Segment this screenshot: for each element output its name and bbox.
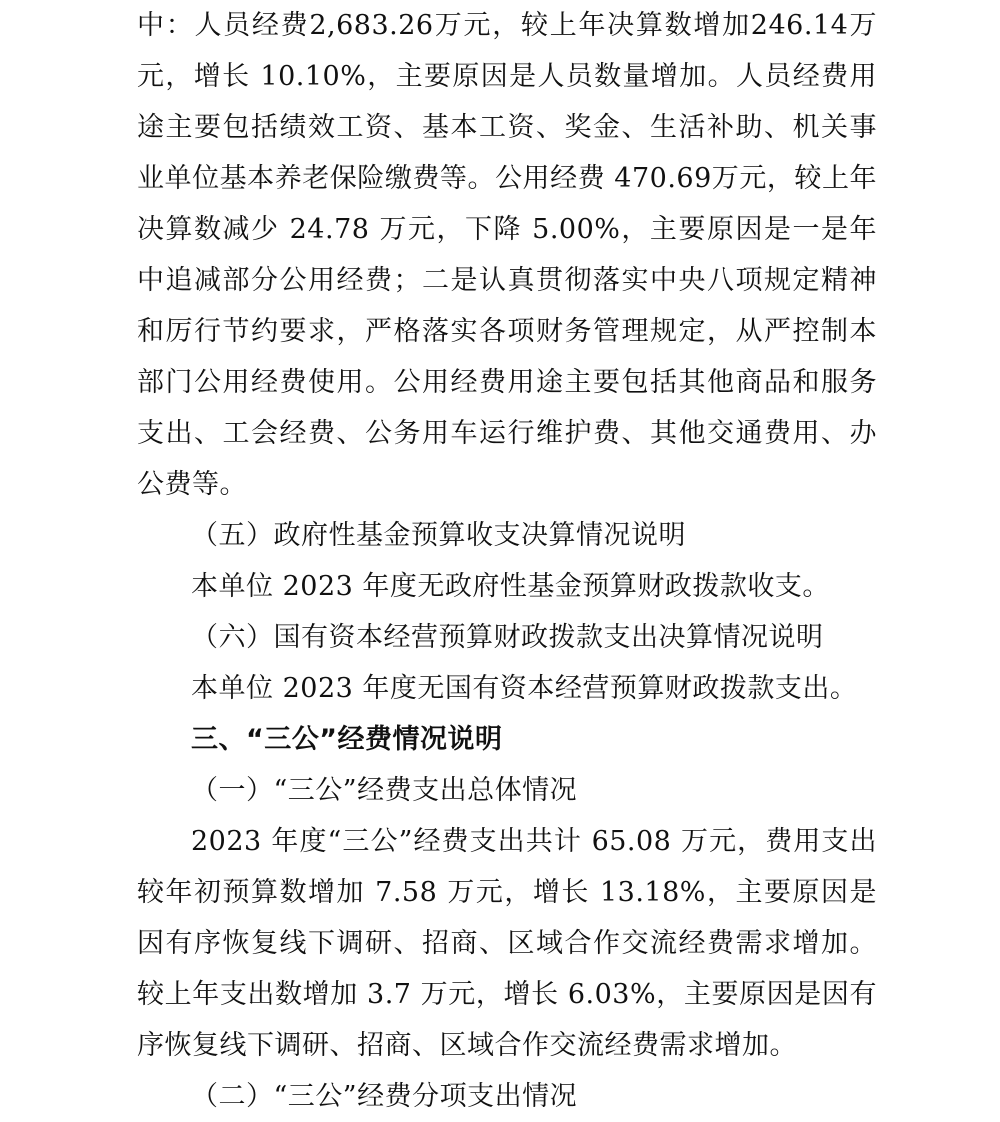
- subheading-three-public-itemized: （二）“三公”经费分项支出情况: [191, 1081, 578, 1112]
- paragraph-state-capital-budget: 本单位 2023 年度无国有资本经营预算财政拨款支出。: [191, 673, 858, 704]
- paragraph-three-public-overall: 2023 年度“三公”经费支出共计 65.08 万元，费用支出较年初预算数增加 7.58 万元，增长 13.18%，主要原因是因有序恢复线下调研、招商、区域合作交流经费需求增加。较上年支出数增加 3.7 万元，增长 6.03%，主要原因是因有序恢复线下调研、招商、区域合作交流经费需求增加。: [137, 826, 877, 1061]
- heading-three-public-expenses: 三、“三公”经费情况说明: [191, 724, 503, 755]
- document-page: [137, 0, 877, 1122]
- subheading-state-capital-budget: （六）国有资本经营预算财政拨款支出决算情况说明: [191, 622, 824, 653]
- paragraph-personnel-public-expenses: 中：人员经费2,683.26万元，较上年决算数增加246.14万元，增长 10.10%，主要原因是人员数量增加。人员经费用途主要包括绩效工资、基本工资、奖金、生活补助、机关事业单位基本养老保险缴费等。公用经费 470.69万元，较上年决算数减少 24.78 万元，下降 5.00%，主要原因是一是年中追减部分公用经费；二是认真贯彻落实中央八项规定精神和厉行节约要求，严格落实各项财务管理规定，从严控制本部门公用经费使用。公用经费用途主要包括其他商品和服务支出、工会经费、公务用车运行维护费、其他交通费用、办公费等。: [137, 10, 877, 500]
- subheading-three-public-overall: （一）“三公”经费支出总体情况: [191, 775, 578, 806]
- paragraph-government-fund-budget: 本单位 2023 年度无政府性基金预算财政拨款收支。: [191, 571, 830, 602]
- subheading-government-fund-budget: （五）政府性基金预算收支决算情况说明: [191, 520, 686, 551]
